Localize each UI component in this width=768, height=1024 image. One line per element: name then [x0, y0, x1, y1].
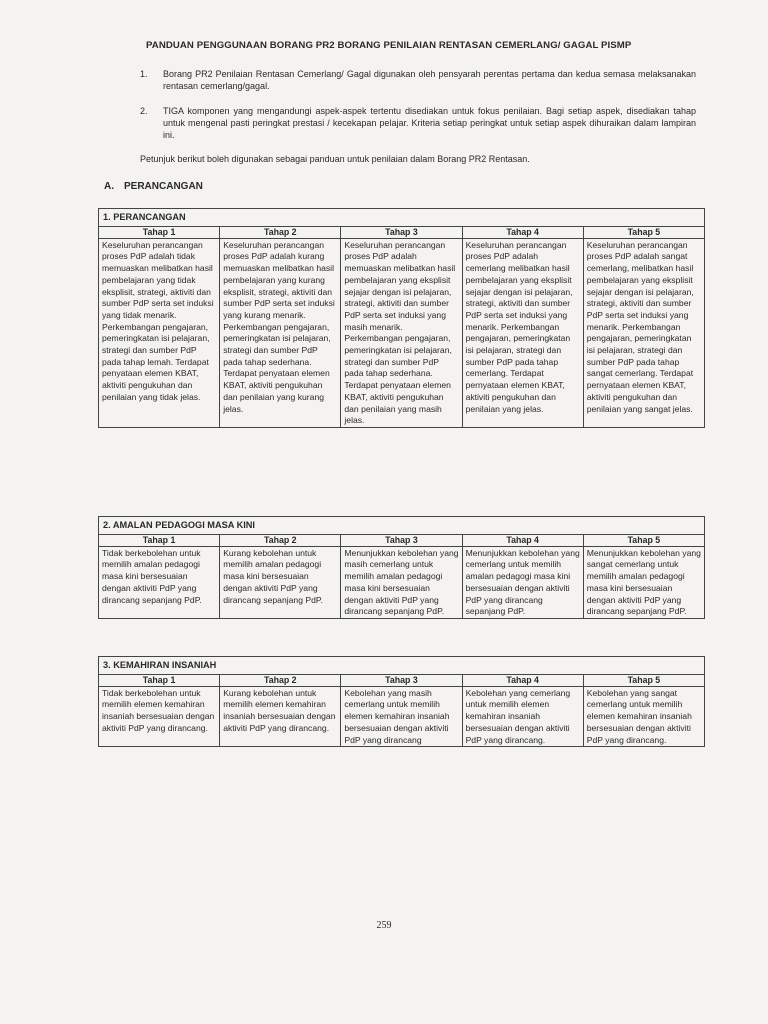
section-heading	[104, 181, 203, 192]
rubric-table-perancangan	[98, 208, 705, 428]
level-header: Tahap 2	[220, 226, 341, 238]
level-header: Tahap 4	[462, 534, 583, 546]
instruction-text: Borang PR2 Penilaian Rentasan Cemerlang/ Gagal digunakan oleh pensyarah perentas pertama dan kedua semasa melaksanakan rentasan cemerlang/gagal.	[163, 69, 696, 91]
rubric-cell: Menunjukkan kebolehan yang sangat cemerlang untuk memilih amalan pedagogi masa kini bersesuaian dengan aktiviti PdP yang dirancang sepanjang PdP.	[583, 546, 704, 618]
instruction-text: TIGA komponen yang mengandungi aspek-aspek tertentu disediakan untuk fokus penilaian. Bagi setiap aspek, disediakan tahap untuk mengenal pasti peringkat prestasi / kecekapan pelajar. Kriteria setiap peringkat untuk setiap aspek dihuraikan dalam lampiran ini.	[163, 106, 696, 140]
rubric-cell: Keseluruhan perancangan proses PdP adalah tidak memuaskan melibatkan hasil pembelajaran yang tidak eksplisit, strategi, aktiviti dan sumber PdP serta set induksi yang tidak menarik. Perkembangan pengajaran, pemeringkatan isi pelajaran, strategi dan sumber PdP pada tahap lemah. Terdapat penyataan elemen KBAT, aktiviti pengukuhan dan penilaian yang tidak jelas.	[99, 238, 220, 427]
instruction-number: 1.	[140, 69, 148, 79]
rubric-cell: Tidak berkebolehan untuk memilih amalan pedagogi masa kini bersesuaian dengan aktiviti PdP yang dirancang sepanjang PdP.	[99, 546, 220, 618]
rubric-cell: Kurang kebolehan untuk memilih amalan pedagogi masa kini bersesuaian dengan aktiviti PdP yang dirancang sepanjang PdP.	[220, 546, 341, 618]
level-header: Tahap 3	[341, 534, 462, 546]
level-header: Tahap 5	[583, 534, 704, 546]
rubric-cell: Menunjukkan kebolehan yang cemerlang untuk memilih amalan pedagogi masa kini bersesuaian dengan aktiviti PdP yang dirancang sepanjang PdP.	[462, 546, 583, 618]
level-header: Tahap 5	[583, 674, 704, 686]
level-header: Tahap 4	[462, 674, 583, 686]
section-title: PERANCANGAN	[124, 181, 203, 192]
level-header: Tahap 3	[341, 674, 462, 686]
instruction-item	[140, 68, 696, 92]
rubric-cell: Tidak berkebolehan untuk memilih elemen kemahiran insaniah bersesuaian dengan aktiviti PdP yang dirancang.	[99, 686, 220, 747]
page-number: 259	[376, 920, 392, 931]
instruction-item	[140, 105, 696, 141]
page-title: PANDUAN PENGGUNAAN BORANG PR2 BORANG PENILAIAN RENTASAN CEMERLANG/ GAGAL PISMP	[146, 40, 632, 51]
criterion-title: 2. AMALAN PEDAGOGI MASA KINI	[99, 517, 705, 535]
rubric-cell: Kebolehan yang cemerlang untuk memilih elemen kemahiran insaniah bersesuaian dengan aktiviti PdP yang dirancang.	[462, 686, 583, 747]
rubric-cell: Menunjukkan kebolehan yang masih cemerlang untuk memilih amalan pedagogi masa kini bersesuaian dengan aktiviti PdP yang dirancang sepanjang PdP.	[341, 546, 462, 618]
section-letter: A.	[104, 181, 114, 192]
rubric-cell: Keseluruhan perancangan proses PdP adalah kurang memuaskan melibatkan hasil pembelajaran yang kurang eksplisit, strategi, aktiviti dan sumber PdP serta set induksi yang kurang menarik. Perkembangan pengajaran, pemeringkatan isi pelajaran, strategi dan sumber PdP pada tahap sederhana. Terdapat penyataan elemen KBAT, aktiviti pengukuhan dan penilaian yang kurang jelas.	[220, 238, 341, 427]
level-header: Tahap 2	[220, 534, 341, 546]
level-header: Tahap 1	[99, 226, 220, 238]
rubric-cell: Kebolehan yang sangat cemerlang untuk memilih elemen kemahiran insaniah bersesuaian dengan aktiviti PdP yang dirancang.	[583, 686, 704, 747]
intro-text: Petunjuk berikut boleh digunakan sebagai panduan untuk penilaian dalam Borang PR2 Rentasan.	[140, 154, 530, 164]
level-header: Tahap 1	[99, 534, 220, 546]
level-header: Tahap 2	[220, 674, 341, 686]
rubric-cell: Keseluruhan perancangan proses PdP adalah memuaskan melibatkan hasil pembelajaran yang eksplisit sejajar dengan isi pelajaran, strategi, aktiviti dan sumber PdP serta set induksi yang masih menarik. Perkembangan pengajaran, pemeringkatan isi pelajaran, strategi dan sumber PdP pada tahap sederhana. Terdapat penyataan elemen KBAT, aktiviti pengukuhan dan penilaian yang masih jelas.	[341, 238, 462, 427]
level-header: Tahap 5	[583, 226, 704, 238]
rubric-cell: Keseluruhan perancangan proses PdP adalah cemerlang melibatkan hasil pembelajaran yang eksplisit sejajar dengan isi pelajaran, strategi, aktiviti dan sumber PdP serta set induksi yang menarik. Perkembangan pengajaran, pemeringkatan isi pelajaran, strategi dan sumber PdP pada tahap cemerlang. Terdapat pernyataan elemen KBAT, aktiviti pengukuhan dan penilaian yang jelas.	[462, 238, 583, 427]
criterion-title: 1. PERANCANGAN	[99, 209, 705, 227]
level-header: Tahap 3	[341, 226, 462, 238]
rubric-table-amalan-pedagogi	[98, 516, 705, 619]
instruction-number: 2.	[140, 106, 148, 116]
level-header: Tahap 4	[462, 226, 583, 238]
level-header: Tahap 1	[99, 674, 220, 686]
criterion-title: 3. KEMAHIRAN INSANIAH	[99, 657, 705, 675]
rubric-cell: Kebolehan yang masih cemerlang untuk memilih elemen kemahiran insaniah bersesuaian dengan aktiviti PdP yang dirancang	[341, 686, 462, 747]
rubric-table-kemahiran-insaniah	[98, 656, 705, 747]
rubric-cell: Kurang kebolehan untuk memilih elemen kemahiran insaniah bersesuaian dengan aktiviti PdP yang dirancang.	[220, 686, 341, 747]
rubric-cell: Keseluruhan perancangan proses PdP adalah sangat cemerlang, melibatkan hasil pembelajaran yang eksplisit sejajar dengan isi pelajaran, strategi, aktiviti dan sumber PdP serta set induksi yang menarik. Perkembangan pengajaran, pemeringkatan isi pelajaran, strategi dan sumber PdP pada tahap sangat cemerlang. Terdapat pernyataan elemen KBAT, aktiviti pengukuhan dan penilaian yang sangat jelas.	[583, 238, 704, 427]
